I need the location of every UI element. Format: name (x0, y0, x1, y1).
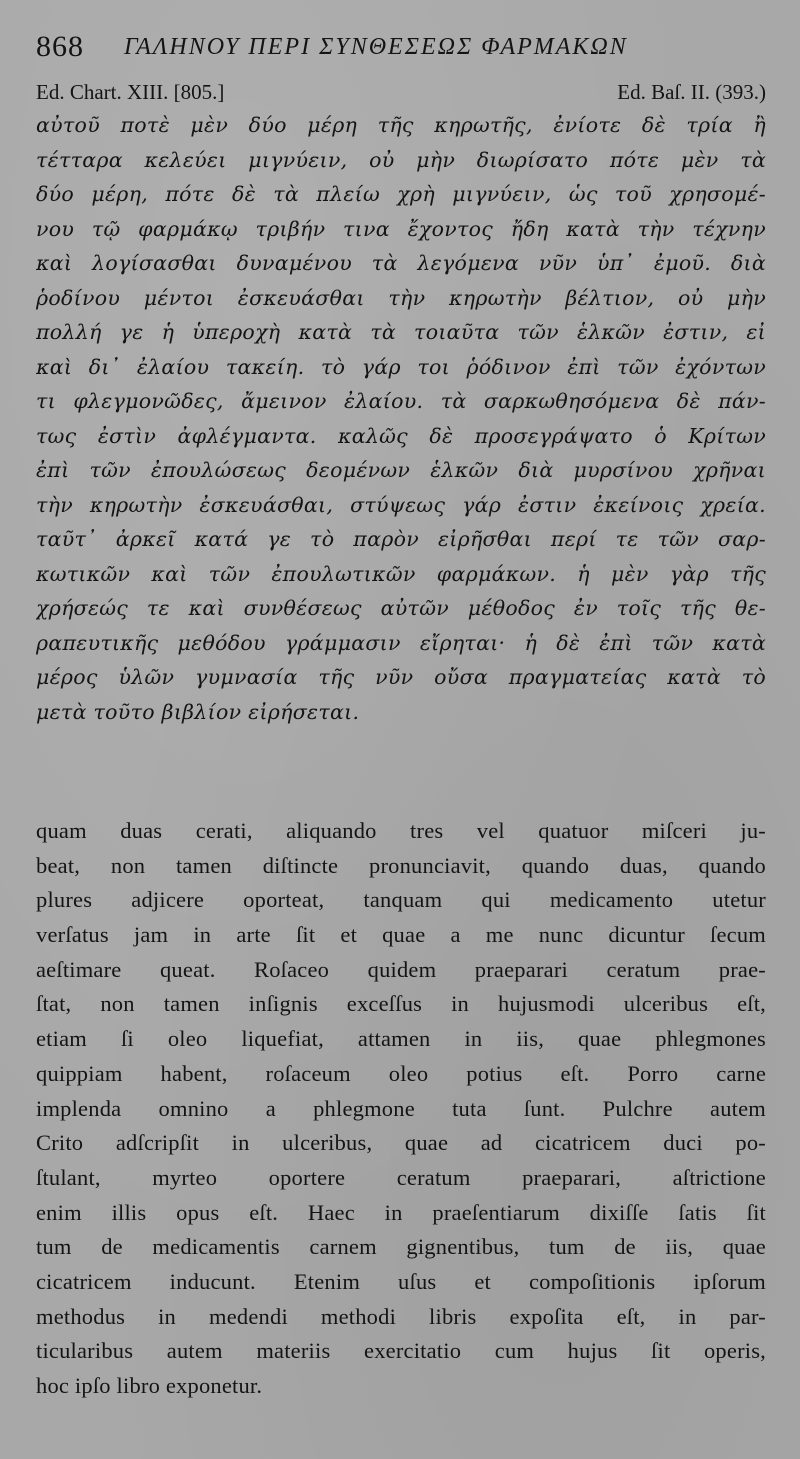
page-header (36, 30, 766, 70)
latin-line: aeſtimare queat. Roſaceo quidem praeparari ceratum prae- (36, 956, 766, 982)
greek-line: νου τῷ φαρμάκῳ τριβήν τινα ἔχοντος ἤδη κατὰ τὴν τέχνην (36, 216, 766, 241)
latin-line: methodus in medendi methodi libris expoſita eſt, in par- (36, 1303, 766, 1329)
edition-right: Ed. Baſ. II. (393.) (617, 80, 766, 104)
greek-line: μέρος ὑλῶν γυμνασία τῆς νῦν οὔσα πραγματείας κατὰ τὸ (36, 665, 766, 689)
greek-line: ταῦτ᾽ ἀρκεῖ κατά γε τὸ παρὸν εἰρῆσθαι περί τε τῶν σαρ- (36, 527, 766, 551)
edition-left: Ed. Chart. XIII. [805.] (36, 80, 225, 104)
latin-line: Crito adſcripſit in ulceribus, quae ad cicatricem duci po- (36, 1130, 766, 1156)
greek-line: τέτταρα κελεύει μιγνύειν, οὐ μὴν διωρίσατο πότε μὲν τὰ (36, 147, 766, 172)
greek-line: κωτικῶν καὶ τῶν ἐπουλωτικῶν φαρμάκων. ἡ μὲν γὰρ τῆς (36, 561, 766, 586)
latin-line: etiam ſi oleo liquefiat, attamen in iis, quae phlegmones (36, 1026, 766, 1052)
running-title: ΓΑΛΗΝΟΥ ΠΕΡΙ ΣΥΝΘΕΣΕΩΣ ΦΑΡΜΑΚΩΝ (124, 34, 628, 60)
latin-line: verſatus jam in arte ſit et quae a me nunc dicuntur ſecum (36, 922, 766, 948)
latin-line: ſtat, non tamen inſignis exceſſus in hujusmodi ulceribus eſt, (36, 991, 766, 1017)
latin-line: quippiam habent, roſaceum oleo potius eſt. Porro carne (36, 1060, 766, 1086)
latin-line: implenda omnino a phlegmone tuta ſunt. Pulchre autem (36, 1095, 766, 1121)
greek-text-block (36, 108, 766, 729)
greek-line: αὐτοῦ ποτὲ μὲν δύο μέρη τῆς κηρωτῆς, ἐνίοτε δὲ τρία ἢ (36, 113, 766, 137)
greek-line: ῥοδίνου μέντοι ἐσκευάσθαι τὴν κηρωτὴν βέλτιον, οὐ μὴν (36, 285, 766, 310)
greek-line: ἐπὶ τῶν ἐπουλώσεως δεομένων ἑλκῶν διὰ μυρσίνου χρῆναι (36, 458, 766, 482)
latin-line: tum de medicamentis carnem gignentibus, tum de iis, quae (36, 1234, 766, 1260)
latin-line: ſtulant, myrteo oportere ceratum praeparari, aſtrictione (36, 1164, 766, 1190)
greek-line: καὶ λογίσασθαι δυναμένου τὰ λεγόμενα νῦν ὑπ᾽ ἐμοῦ. διὰ (36, 251, 766, 275)
greek-line: ραπευτικῆς μεθόδου γράμμασιν εἴρηται· ἡ δὲ ἐπὶ τῶν κατὰ (36, 630, 766, 655)
latin-line: ticularibus autem materiis exercitatio cum hujus ſit operis, (36, 1338, 766, 1364)
greek-line: τως ἐστὶν ἀφλέγμαντα. καλῶς δὲ προσεγράψατο ὁ Κρίτων (36, 423, 766, 448)
greek-line: τι φλεγμονῶδες, ἄμεινον ἐλαίου. τὰ σαρκωθησόμενα δὲ πάν- (36, 389, 766, 413)
latin-line: cicatricem inducunt. Etenim uſus et compoſitionis ipſorum (36, 1268, 766, 1294)
edition-references (36, 80, 766, 110)
greek-line: πολλή γε ἡ ὑπεροχὴ κατὰ τὰ τοιαῦτα τῶν ἑλκῶν ἐστιν, εἰ (36, 320, 766, 344)
greek-line: χρήσεώς τε καὶ συνθέσεως αὐτῶν μέθοδος ἐν τοῖς τῆς θε- (36, 596, 766, 620)
greek-line: μετὰ τοῦτο βιβλίον εἰρήσεται. (36, 699, 360, 724)
page-number: 868 (36, 30, 84, 63)
latin-line: beat, non tamen diſtincte pronunciavit, quando duas, quando (36, 852, 766, 878)
greek-line: δύο μέρη, πότε δὲ τὰ πλείω χρὴ μιγνύειν, ὡς τοῦ χρησομέ- (36, 182, 766, 206)
greek-line: τὴν κηρωτὴν ἐσκευάσθαι, στύψεως γάρ ἐστιν ἐκείνοις χρεία. (36, 492, 766, 517)
latin-line: quam duas cerati, aliquando tres vel quatuor miſceri ju- (36, 818, 766, 843)
latin-line: plures adjicere oporteat, tanquam qui medicamento utetur (36, 887, 766, 913)
latin-text-block (36, 814, 766, 1404)
latin-line: enim illis opus eſt. Haec in praeſentiarum dixiſſe ſatis ſit (36, 1199, 766, 1225)
greek-line: καὶ δι᾽ ἐλαίου τακείη. τὸ γάρ τοι ῥόδινον ἐπὶ τῶν ἐχόντων (36, 354, 766, 379)
latin-line: hoc ipſo libro exponetur. (36, 1373, 263, 1398)
